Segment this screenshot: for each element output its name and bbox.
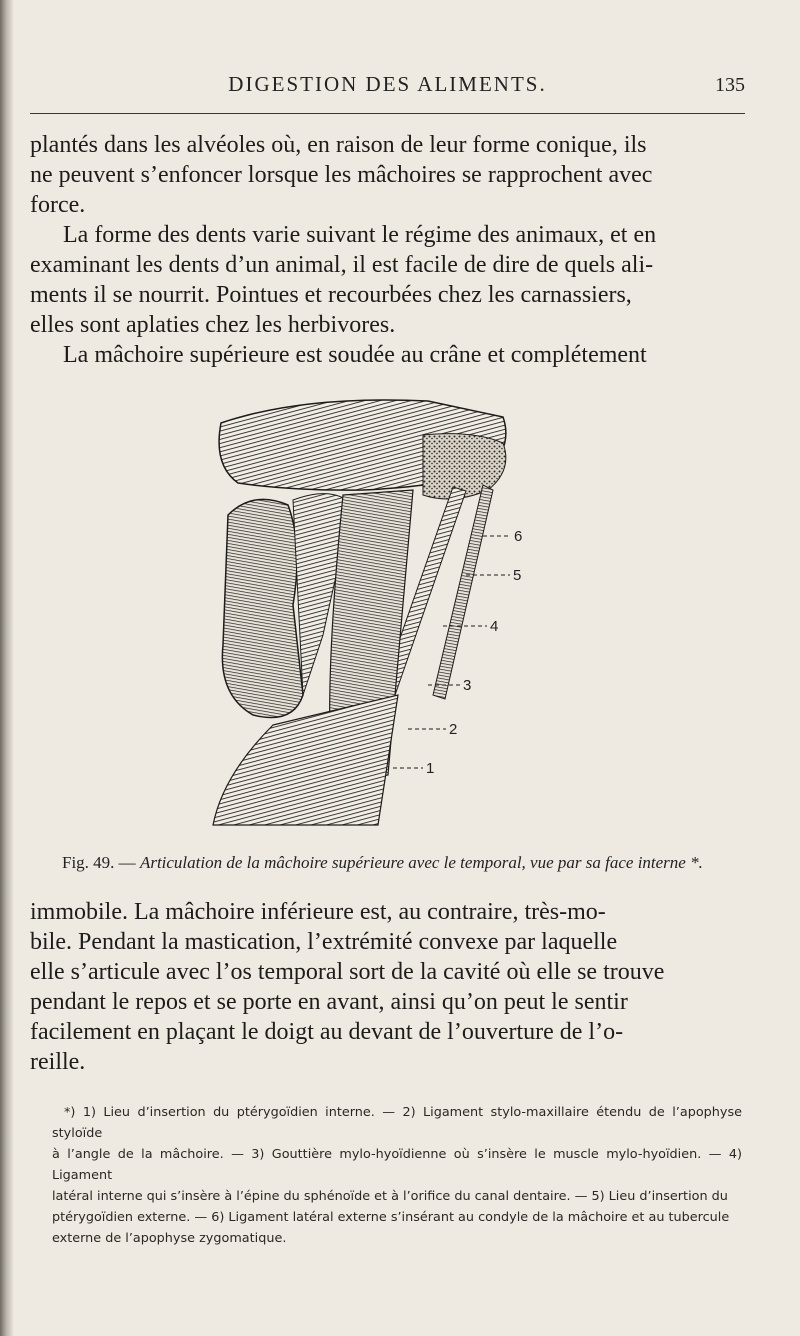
figure-label-3: 3 (463, 677, 472, 694)
figure-caption (62, 853, 752, 873)
figure-title: Articulation de la mâchoire supérieure avec le temporal, vue par sa face interne *. (139, 853, 703, 872)
text-line: La mâchoire supérieure est soudée au crâne et complétement (63, 342, 647, 368)
text-line: immobile. La mâchoire inférieure est, au contraire, très-mo- (30, 899, 606, 925)
zygomatic-area (423, 434, 506, 499)
page-header (30, 72, 745, 102)
figure-label-4: 4 (490, 618, 499, 635)
footnote-line: à l’angle de la mâchoire. — 3) Gouttière mylo-hyoïdienne où s’insère le muscle mylo-hyoïdien. — 4) Ligament (52, 1147, 742, 1183)
text-line: elle s’articule avec l’os temporal sort de la cavité où elle se trouve (30, 959, 665, 985)
text-line: pendant le repos et se porte en avant, ainsi qu’on peut le sentir (30, 989, 628, 1015)
page-number: 135 (715, 74, 745, 96)
text-line: bile. Pendant la mastication, l’extrémité convexe par laquelle (30, 929, 618, 955)
text-line: examinant les dents d’un animal, il est facile de dire de quels ali- (30, 252, 654, 278)
mandible-ramus (222, 499, 303, 717)
page-binding-shadow (0, 0, 14, 1336)
text-line: ments il se nourrit. Pointues et recourbées chez les carnassiers, (30, 282, 632, 308)
text-line: plantés dans les alvéoles où, en raison de leur forme conique, ils (30, 132, 647, 158)
figure-label-1: 1 (426, 760, 435, 777)
text-line: reille. (30, 1049, 86, 1075)
running-head: DIGESTION DES ALIMENTS. (228, 72, 547, 96)
text-line: La forme des dents varie suivant le régime des animaux, et en (63, 222, 657, 248)
text-line: elles sont aplaties chez les herbivores. (30, 312, 396, 338)
footnote-line: *) 1) Lieu d’insertion du ptérygoïdien interne. — 2) Ligament stylo-maxillaire étendu de l’apophyse styloïde (52, 1105, 742, 1141)
footnote (52, 1102, 742, 1249)
body-text-top (30, 130, 743, 370)
text-line: force. (30, 192, 86, 218)
text-line: ne peuvent s’enfoncer lorsque les mâchoires se rapprochent avec (30, 162, 653, 188)
figure-number: Fig. 49. — (62, 853, 136, 872)
muscle-1 (213, 695, 398, 825)
jaw-articulation-illustration (183, 395, 583, 833)
body-text-bottom (30, 897, 743, 1077)
text-line: facilement en plaçant le doigt au devant de l’ouverture de l’o- (30, 1019, 624, 1045)
figure-label-6: 6 (514, 528, 523, 545)
figure-label-5: 5 (513, 567, 522, 584)
header-rule (30, 113, 745, 114)
footnote-line: externe de l’apophyse zygomatique. (52, 1231, 287, 1246)
figure-label-2: 2 (449, 721, 458, 738)
footnote-line: latéral interne qui s’insère à l’épine du sphénoïde et à l’orifice du canal dentaire. — 5) Lieu d’insertion du (52, 1189, 728, 1204)
footnote-line: ptérygoïdien externe. — 6) Ligament latéral externe s’insérant au condyle de la mâchoire et au tubercule (52, 1210, 730, 1225)
jaw-engraving (183, 395, 583, 833)
